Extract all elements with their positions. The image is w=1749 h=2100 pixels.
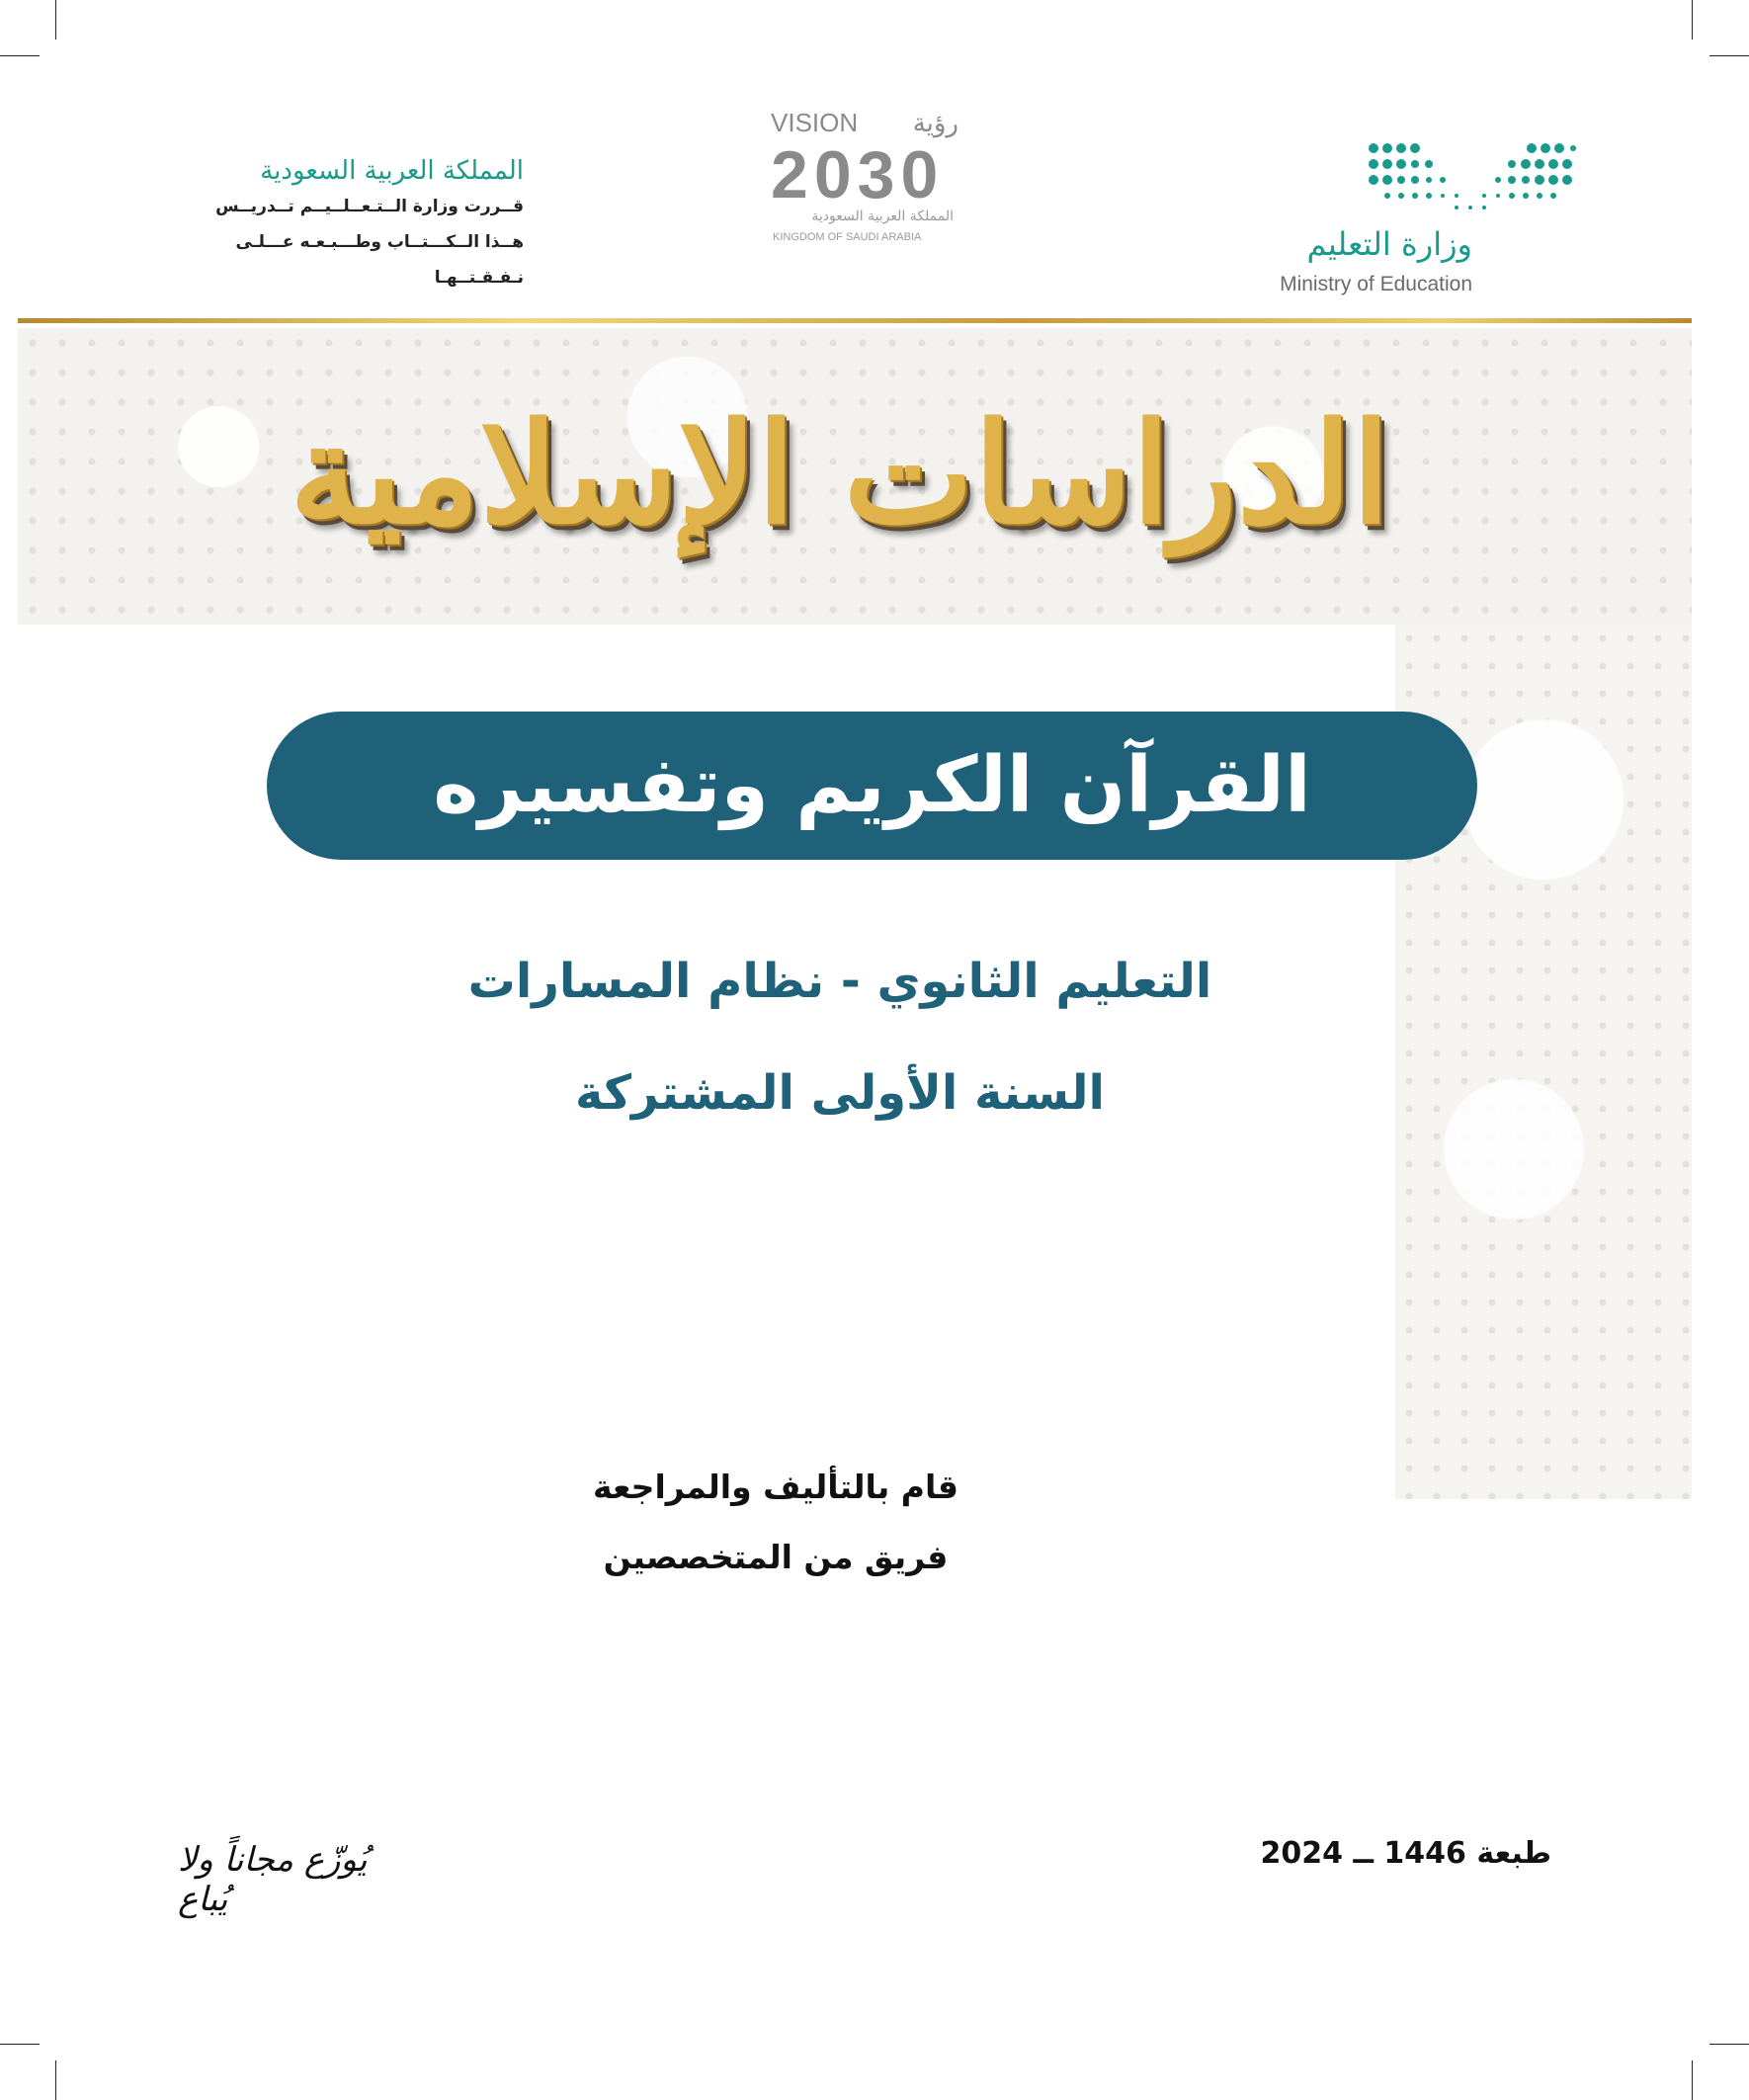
crop-mark [1692,0,1693,40]
crop-mark [1709,2044,1749,2045]
vision-year: 2030 [771,137,945,212]
vision-2030-logo [761,104,988,252]
crop-mark [55,0,56,40]
free-distribution-note: يُوزّع مجاناً ولا يُباع [178,1840,368,1919]
crop-mark [1709,55,1749,56]
crop-mark [0,55,40,56]
education-level: التعليم الثانوي - نظام المسارات [467,954,1212,1009]
kingdom-block [158,153,524,295]
vision-word-en: VISION [771,108,859,137]
kingdom-line-2: هــذا الــكـــتــاب وطـــبـعـه عـــلـى نـفـقـتــهـا [235,232,524,288]
subject-title: القرآن الكريم وتفسيره [433,741,1311,830]
kingdom-line-1: قــررت وزارة الــتـعــلــيــم تــدريــس [215,197,524,216]
subject-banner [267,712,1477,860]
authors-line-1: قام بالتأليف والمراجعة [593,1468,958,1506]
vision-kingdom-ar: المملكة العربية السعودية [811,209,954,224]
crop-mark [55,2060,56,2100]
series-title: الدراسات الإسلامية [290,393,1390,555]
school-year: السنة الأولى المشتركة [574,1065,1106,1121]
vision-word-ar: رؤية [912,109,958,138]
gold-divider [18,318,1692,323]
crop-mark [0,2044,40,2045]
vision-kingdom-en: KINGDOM OF SAUDI ARABIA [773,231,922,243]
edition-label: طبعة 1446 ــ 2024 [1260,1836,1551,1871]
ministry-dots-icon [1364,138,1576,212]
ministry-name-ar: وزارة التعليم [1306,225,1472,263]
authors-line-2: فريق من المتخصصين [603,1538,949,1576]
ministry-name-en: Ministry of Education [1280,273,1472,295]
kingdom-title: المملكة العربية السعودية [260,156,524,186]
crop-mark [1692,2060,1693,2100]
